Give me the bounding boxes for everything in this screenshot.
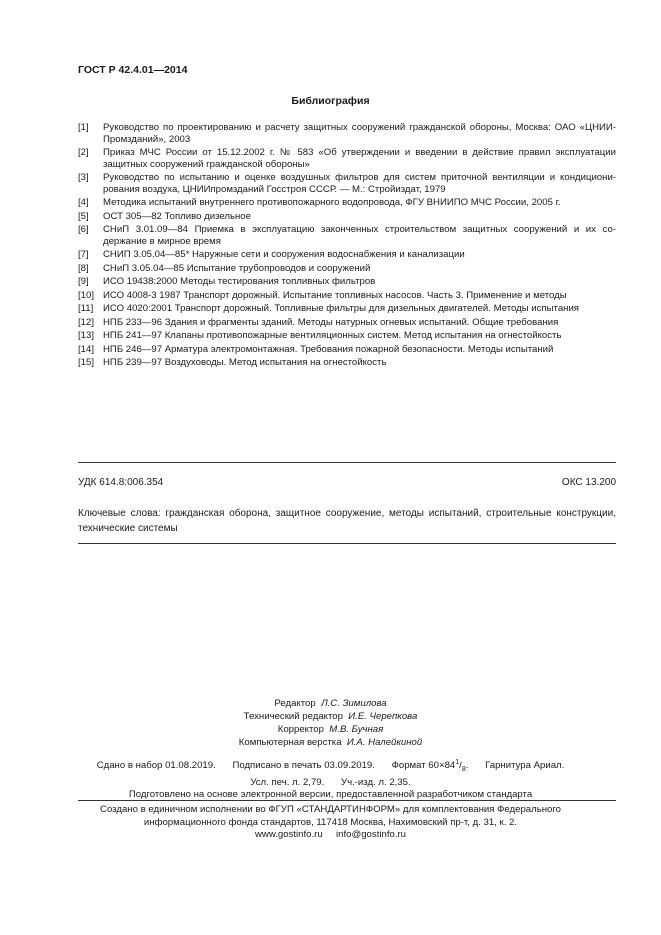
bibliography-item-text: Руководство по испытанию и оценке воздушных фильтров для систем приточной вентиляции и кондициони-рования воздуха, ЦНИИпромзданий Госстроя СССР. — М.: Стройиздат, 1979 [103, 172, 616, 195]
bibliography-item [78, 211, 616, 223]
bibliography-item-number: [6] [78, 224, 89, 235]
bibliography-item [78, 224, 616, 247]
bibliography-item-number: [12] [78, 316, 95, 328]
bibliography-item-number: [2] [78, 147, 89, 158]
bibliography-item-number: [3] [78, 172, 89, 183]
bibliography-item-text: НПБ 241—97 Клапаны противопожарные вентиляционных систем. Метод испытания на огнестойкость [103, 330, 562, 341]
imprint-line-1 [0, 757, 661, 777]
bibliography-item-number: [9] [78, 276, 89, 287]
bibliography-item-text: СНиП 3.05.04—85 Испытание трубопроводов и сооружений [103, 262, 371, 274]
format-prefix: Формат 60×84 [391, 760, 456, 772]
bibliography-item [78, 276, 616, 288]
editor-name: Л.С. Зимилова [321, 698, 387, 709]
bibliography-item [78, 303, 616, 315]
prepared-note: Подготовлено на основе электронной версии, предоставленной разработчиком стандарта [128, 789, 533, 801]
bibliography-item [78, 147, 616, 170]
format: Формат $60\times 84^1/_8$. [391, 759, 469, 774]
bibliography-list [78, 122, 616, 371]
tech-editor-line [0, 710, 661, 723]
bibliography-item [78, 330, 616, 342]
imprint-line-2 [0, 777, 661, 790]
bibliography-item-text: ИСО 4008-3 1987 Транспорт дорожный. Испытание топливных насосов. Часть 3. Применение и методы [103, 289, 567, 301]
publisher-line-1: Создано в единичном исполнении во ФГУП «СТАНДАРТИНФОРМ» для комплектования Федерального [100, 804, 561, 815]
oks-code: ОКС 13.200 [561, 477, 616, 488]
bibliography-item-number: [1] [78, 122, 89, 133]
bibliography-item-text: НПБ 233—96 Здания и фрагменты зданий. Методы натурных огневых испытаний. Общие требования [103, 316, 559, 328]
bibliography-item-number: [11] [78, 303, 94, 314]
tech-editor-label: Технический редактор [243, 711, 343, 722]
sign-date: Подписано в печать 03.09.2019. [232, 760, 375, 772]
bibliography-item-text: НПБ 246—97 Арматура электромонтажная. Требования пожарной безопасности. Методы испытаний [103, 343, 554, 355]
bibliography-item [78, 357, 616, 369]
divider-bottom [78, 543, 616, 544]
bibliography-item-text: Методика испытаний внутреннего противопожарного водопровода, ФГУ ВНИИПО МЧС России, 2005 г. [103, 197, 561, 208]
bibliography-item [78, 122, 616, 145]
bibliography-item-number: [15] [78, 357, 95, 368]
corrector-label: Корректор [277, 724, 324, 735]
bibliography-item [78, 317, 616, 329]
bibliography-item-number: [8] [78, 262, 89, 274]
format-den: 8 [461, 766, 466, 774]
bibliography-item-number: [5] [78, 210, 89, 222]
publisher-contacts [0, 829, 661, 842]
bibliography-item-text: Руководство по проектированию и расчету защитных сооружений гражданской обороны, Москва: ОАО «ЦНИИ-Промзданий», 2003 [103, 122, 616, 145]
divider-top [78, 462, 616, 463]
keywords: Ключевые слова: гражданская оборона, защитное сооружение, методы испытаний, строительные конструкции, технические системы [78, 508, 616, 534]
bibliography-item-text: Приказ МЧС России от 15.12.2002 г. № 583 «Об утверждении и введении в действие правил эксплуатации защитных сооружений гражданской обороны» [103, 147, 616, 170]
bibliography-item-text: СНиП 3.01.09—84 Приемка в эксплуатацию законченных строительством защитных сооружений и их со-держание в мирное время [103, 224, 616, 247]
bibliography-item-number: [13] [78, 330, 95, 341]
publisher-email[interactable]: info@gostinfo.ru [336, 829, 407, 840]
bibliography-item-text: ОСТ 305—82 Топливо дизельное [103, 210, 251, 222]
bibliography-item-text: СНИП 3.05.04—85* Наружные сети и сооружения водоснабжения и канализации [103, 249, 465, 260]
bibliography-item-text: ИСО 4020:2001 Транспорт дорожный. Топливные фильтры для дизельных двигателей. Методы испытания [103, 303, 580, 314]
bibliography-item-number: [14] [78, 343, 95, 355]
bibliography-item-text: НПБ 239—97 Воздуховоды. Метод испытания на огнестойкость [103, 357, 387, 368]
udk-code: УДК 614.8:006.354 [78, 477, 164, 488]
print-sheets: Усл. печ. л. 2,79. [250, 776, 325, 788]
imprint-block [0, 757, 661, 802]
corrector-name: М.В. Бучная [329, 724, 384, 735]
publisher-line-2: информационного фонда стандартов, 117418 Москва, Нахимовский пр-т, д. 31, к. 2. [143, 816, 518, 828]
document-code: ГОСТ Р 42.4.01—2014 [78, 64, 188, 76]
bibliography-item [78, 197, 616, 209]
editor-line [0, 697, 661, 710]
tech-editor-name: И.Е. Черепкова [348, 711, 418, 722]
bibliography-item-number: [7] [78, 249, 89, 260]
bibliography-item [78, 263, 616, 275]
divider-publisher [78, 800, 616, 801]
pub-sheets: Уч.-изд. л. 2,35. [340, 776, 411, 788]
bibliography-item [78, 249, 616, 261]
bibliography-item [78, 290, 616, 302]
set-date: Сдано в набор 01.08.2019. [96, 760, 216, 772]
layout-name: И.А. Налейкиной [346, 737, 423, 748]
publisher-site[interactable]: www.gostinfo.ru [254, 829, 323, 840]
bibliography-item-text: ИСО 19438:2000 Методы тестирования топливных фильтров [103, 276, 376, 287]
publisher-block [0, 804, 661, 842]
bibliography-item-number: [10] [78, 289, 95, 301]
editor-label: Редактор [274, 698, 316, 709]
bibliography-item [78, 172, 616, 195]
layout-label: Компьютерная верстка [238, 737, 342, 748]
bibliography-title: Библиография [291, 95, 370, 107]
staff-block [0, 697, 661, 749]
layout-line [0, 736, 661, 749]
corrector-line [0, 723, 661, 736]
typeface: Гарнитура Ариал. [485, 760, 565, 772]
bibliography-item [78, 344, 616, 356]
format-num: 1 [455, 759, 460, 766]
bibliography-item-number: [4] [78, 197, 89, 208]
